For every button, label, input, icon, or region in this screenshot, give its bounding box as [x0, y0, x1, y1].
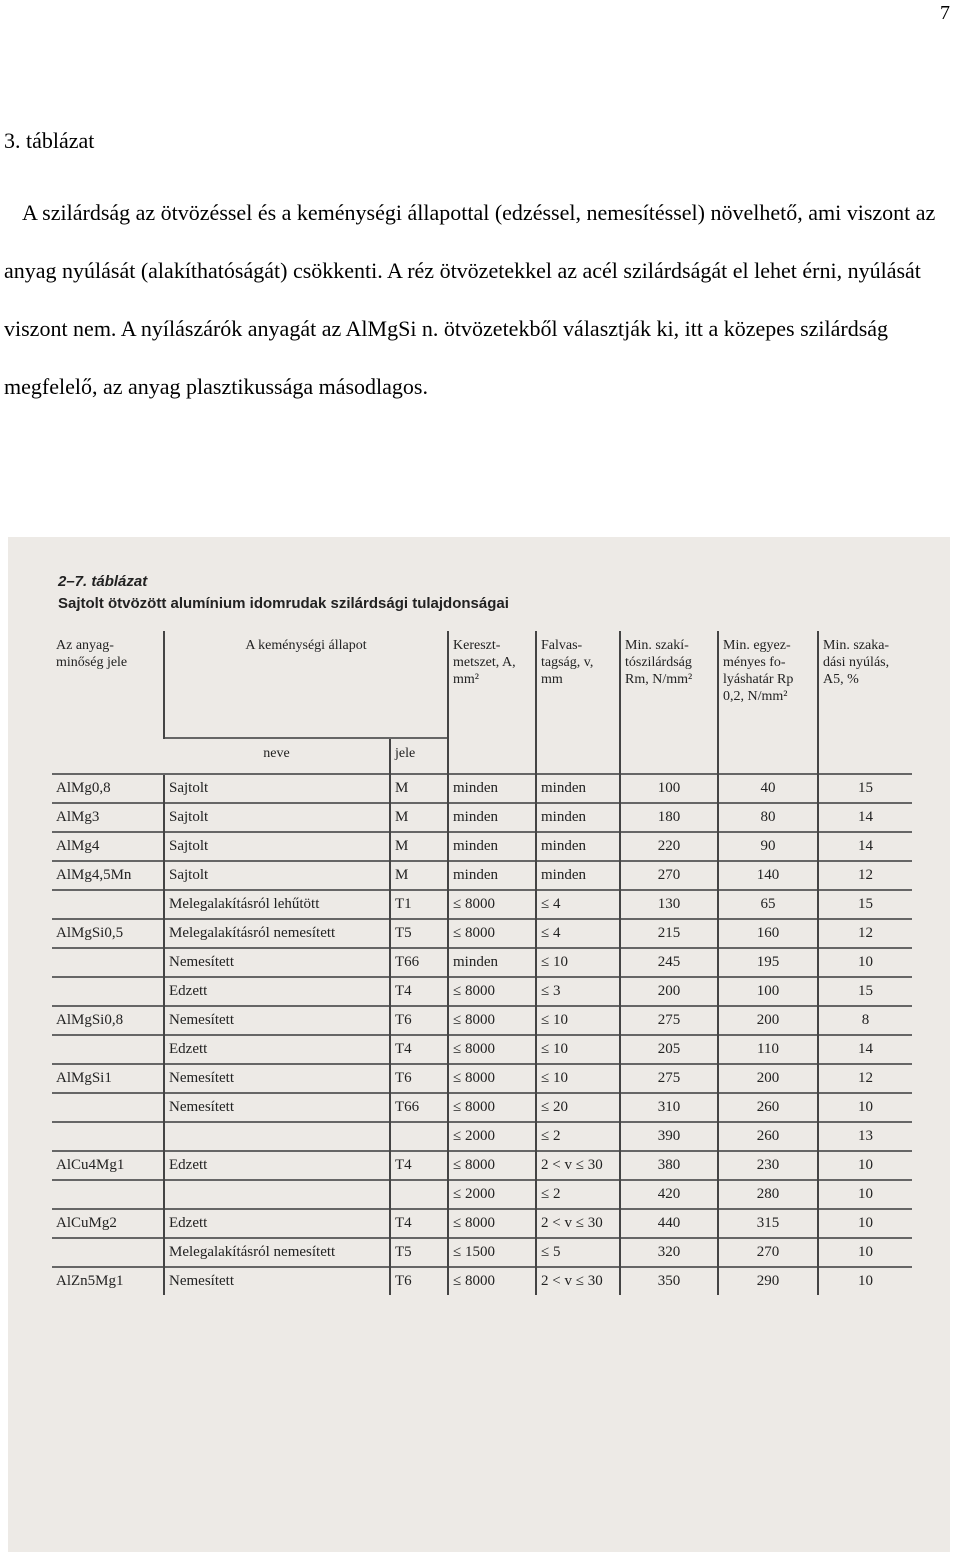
elongation-cell: 10: [818, 948, 912, 977]
wall-thickness-cell: 2 < v ≤ 30: [536, 1209, 620, 1238]
state-name-cell: Sajtolt: [164, 861, 390, 890]
tensile-strength-cell: 130: [620, 890, 718, 919]
state-name-cell: Edzett: [164, 1035, 390, 1064]
table-row: [52, 832, 912, 861]
elongation-cell: 10: [818, 1151, 912, 1180]
cross-section-cell: ≤ 8000: [448, 1267, 536, 1295]
cross-section-cell: ≤ 8000: [448, 1093, 536, 1122]
scan-caption: 2–7. táblázat: [58, 573, 148, 590]
scan-title: Sajtolt ötvözött alumínium idomrudak szilárdsági tulajdonságai: [58, 595, 509, 612]
tensile-strength-cell: 310: [620, 1093, 718, 1122]
yield-strength-cell: 260: [718, 1093, 818, 1122]
wall-thickness-cell: ≤ 10: [536, 1035, 620, 1064]
state-name-cell: Nemesített: [164, 1267, 390, 1295]
elongation-cell: 15: [818, 890, 912, 919]
wall-thickness-cell: minden: [536, 861, 620, 890]
state-name-cell: [164, 1122, 390, 1151]
state-code-cell: M: [390, 774, 448, 803]
state-code-cell: M: [390, 803, 448, 832]
tensile-strength-cell: 275: [620, 1006, 718, 1035]
yield-strength-cell: 65: [718, 890, 818, 919]
elongation-cell: 12: [818, 1064, 912, 1093]
elongation-cell: 14: [818, 803, 912, 832]
state-code-cell: T5: [390, 919, 448, 948]
state-code-cell: T4: [390, 1151, 448, 1180]
state-code-cell: [390, 1180, 448, 1209]
material-cell: AlMg0,8: [52, 774, 164, 803]
yield-strength-cell: 140: [718, 861, 818, 890]
material-cell: AlMgSi0,5: [52, 919, 164, 948]
wall-thickness-cell: ≤ 2: [536, 1180, 620, 1209]
yield-strength-cell: 315: [718, 1209, 818, 1238]
elongation-cell: 10: [818, 1180, 912, 1209]
wall-thickness-cell: ≤ 2: [536, 1122, 620, 1151]
elongation-cell: 10: [818, 1238, 912, 1267]
table-row: [52, 1006, 912, 1035]
table-row: [52, 1122, 912, 1151]
material-cell: [52, 948, 164, 977]
table-row: [52, 1035, 912, 1064]
tensile-strength-cell: 180: [620, 803, 718, 832]
state-name-cell: Sajtolt: [164, 832, 390, 861]
table-row: [52, 1151, 912, 1180]
cross-section-cell: ≤ 2000: [448, 1122, 536, 1151]
state-name-cell: Nemesített: [164, 1064, 390, 1093]
state-code-cell: T66: [390, 948, 448, 977]
state-code-cell: M: [390, 861, 448, 890]
material-cell: [52, 1093, 164, 1122]
table-row: [52, 774, 912, 803]
material-cell: [52, 1238, 164, 1267]
yield-strength-cell: 200: [718, 1064, 818, 1093]
table-row: [52, 1238, 912, 1267]
cross-section-cell: ≤ 2000: [448, 1180, 536, 1209]
state-code-cell: [390, 1122, 448, 1151]
yield-strength-cell: 260: [718, 1122, 818, 1151]
material-cell: AlMg4,5Mn: [52, 861, 164, 890]
tensile-strength-cell: 320: [620, 1238, 718, 1267]
wall-thickness-cell: ≤ 5: [536, 1238, 620, 1267]
yield-strength-cell: 100: [718, 977, 818, 1006]
material-cell: AlMgSi0,8: [52, 1006, 164, 1035]
yield-strength-cell: 270: [718, 1238, 818, 1267]
tensile-strength-cell: 270: [620, 861, 718, 890]
yield-strength-cell: 290: [718, 1267, 818, 1295]
material-cell: AlZn5Mg1: [52, 1267, 164, 1295]
state-name-cell: Nemesített: [164, 948, 390, 977]
state-code-cell: T4: [390, 977, 448, 1006]
wall-thickness-cell: ≤ 10: [536, 948, 620, 977]
section-title: 3. táblázat: [4, 128, 95, 153]
material-cell: AlMgSi1: [52, 1064, 164, 1093]
elongation-cell: 14: [818, 1035, 912, 1064]
tensile-strength-cell: 420: [620, 1180, 718, 1209]
tensile-strength-cell: 200: [620, 977, 718, 1006]
material-cell: [52, 1180, 164, 1209]
cross-section-cell: minden: [448, 803, 536, 832]
cross-section-cell: ≤ 8000: [448, 890, 536, 919]
tensile-strength-cell: 350: [620, 1267, 718, 1295]
material-cell: [52, 890, 164, 919]
elongation-cell: 8: [818, 1006, 912, 1035]
state-name-cell: Edzett: [164, 1151, 390, 1180]
wall-thickness-cell: minden: [536, 832, 620, 861]
scanned-table-image: [8, 537, 950, 1552]
wall-thickness-cell: minden: [536, 774, 620, 803]
state-code-cell: T6: [390, 1006, 448, 1035]
cross-section-cell: ≤ 1500: [448, 1238, 536, 1267]
wall-thickness-cell: ≤ 10: [536, 1006, 620, 1035]
material-cell: [52, 1035, 164, 1064]
tensile-strength-cell: 215: [620, 919, 718, 948]
table-row: [52, 919, 912, 948]
yield-strength-cell: 200: [718, 1006, 818, 1035]
yield-strength-cell: 195: [718, 948, 818, 977]
elongation-cell: 15: [818, 774, 912, 803]
elongation-cell: 10: [818, 1209, 912, 1238]
header-yield-strength: Min. egyez-ményes fo-lyáshatár Rp 0,2, N/mm²: [718, 631, 818, 774]
state-code-cell: T5: [390, 1238, 448, 1267]
tensile-strength-cell: 220: [620, 832, 718, 861]
state-name-cell: Sajtolt: [164, 803, 390, 832]
material-cell: AlCuMg2: [52, 1209, 164, 1238]
table-row: [52, 1180, 912, 1209]
tensile-strength-cell: 245: [620, 948, 718, 977]
state-name-cell: Melegalakításról nemesített: [164, 919, 390, 948]
elongation-cell: 12: [818, 919, 912, 948]
tensile-strength-cell: 440: [620, 1209, 718, 1238]
cross-section-cell: ≤ 8000: [448, 977, 536, 1006]
header-wall-thickness: Falvas-tagság, v, mm: [536, 631, 620, 774]
body-paragraph: [4, 184, 944, 416]
elongation-cell: 12: [818, 861, 912, 890]
header-elongation: Min. szaka-dási nyúlás, A5, %: [818, 631, 912, 774]
state-name-cell: Sajtolt: [164, 774, 390, 803]
wall-thickness-cell: 2 < v ≤ 30: [536, 1267, 620, 1295]
header-material: Az anyag-minőség jele: [56, 638, 128, 670]
cross-section-cell: ≤ 8000: [448, 1006, 536, 1035]
material-cell: AlMg4: [52, 832, 164, 861]
elongation-cell: 10: [818, 1267, 912, 1295]
wall-thickness-cell: 2 < v ≤ 30: [536, 1151, 620, 1180]
tensile-strength-cell: 205: [620, 1035, 718, 1064]
cross-section-cell: ≤ 8000: [448, 919, 536, 948]
material-cell: [52, 977, 164, 1006]
state-code-cell: T4: [390, 1209, 448, 1238]
state-name-cell: Nemesített: [164, 1006, 390, 1035]
table-body: [52, 774, 912, 1295]
state-code-cell: T66: [390, 1093, 448, 1122]
yield-strength-cell: 80: [718, 803, 818, 832]
table-row: [52, 977, 912, 1006]
wall-thickness-cell: ≤ 3: [536, 977, 620, 1006]
page-number: 7: [940, 2, 950, 24]
table-row: [52, 1209, 912, 1238]
elongation-cell: 15: [818, 977, 912, 1006]
properties-table: [52, 631, 912, 1295]
cross-section-cell: minden: [448, 861, 536, 890]
state-code-cell: T1: [390, 890, 448, 919]
wall-thickness-cell: ≤ 4: [536, 890, 620, 919]
state-name-cell: Nemesített: [164, 1093, 390, 1122]
wall-thickness-cell: minden: [536, 803, 620, 832]
cross-section-cell: ≤ 8000: [448, 1209, 536, 1238]
tensile-strength-cell: 100: [620, 774, 718, 803]
material-cell: [52, 1122, 164, 1151]
tensile-strength-cell: 275: [620, 1064, 718, 1093]
state-name-cell: [164, 1180, 390, 1209]
cross-section-cell: minden: [448, 948, 536, 977]
yield-strength-cell: 90: [718, 832, 818, 861]
state-code-cell: M: [390, 832, 448, 861]
tensile-strength-cell: 380: [620, 1151, 718, 1180]
header-cross-section: Kereszt-metszet, A, mm²: [448, 631, 536, 774]
table-row: [52, 1267, 912, 1295]
wall-thickness-cell: ≤ 10: [536, 1064, 620, 1093]
material-cell: AlCu4Mg1: [52, 1151, 164, 1180]
header-state-code: jele: [390, 738, 448, 774]
table-row: [52, 948, 912, 977]
cross-section-cell: ≤ 8000: [448, 1151, 536, 1180]
header-state-name: neve: [164, 738, 390, 774]
elongation-cell: 13: [818, 1122, 912, 1151]
elongation-cell: 14: [818, 832, 912, 861]
table-row: [52, 890, 912, 919]
yield-strength-cell: 40: [718, 774, 818, 803]
tensile-strength-cell: 390: [620, 1122, 718, 1151]
header-state: A keménységi állapot: [164, 631, 448, 738]
material-cell: AlMg3: [52, 803, 164, 832]
cross-section-cell: minden: [448, 774, 536, 803]
wall-thickness-cell: ≤ 20: [536, 1093, 620, 1122]
yield-strength-cell: 110: [718, 1035, 818, 1064]
header-tensile-strength: Min. szakí-tószilárdság Rm, N/mm²: [620, 631, 718, 774]
paragraph-text: A szilárdság az ötvözéssel és a keménységi állapottal (edzéssel, nemesítéssel) növelhető, ami viszont az anyag nyúlását (alakíthatóságát) csökkenti. A réz ötvözetekkel az acél szilárdságát el lehet érni, nyúlását viszont nem. A nyílászárók anyagát az AlMgSi n. ötvözetekből választják ki, itt a közepes szilárdság megfelelő, az anyag plasztikussága másodlagos.: [4, 200, 936, 399]
yield-strength-cell: 160: [718, 919, 818, 948]
elongation-cell: 10: [818, 1093, 912, 1122]
wall-thickness-cell: ≤ 4: [536, 919, 620, 948]
state-name-cell: Edzett: [164, 977, 390, 1006]
cross-section-cell: ≤ 8000: [448, 1035, 536, 1064]
state-name-cell: Melegalakításról nemesített: [164, 1238, 390, 1267]
table-row: [52, 861, 912, 890]
table-row: [52, 1093, 912, 1122]
yield-strength-cell: 280: [718, 1180, 818, 1209]
table-row: [52, 803, 912, 832]
state-code-cell: T6: [390, 1267, 448, 1295]
cross-section-cell: minden: [448, 832, 536, 861]
yield-strength-cell: 230: [718, 1151, 818, 1180]
state-code-cell: T4: [390, 1035, 448, 1064]
table-row: [52, 1064, 912, 1093]
state-code-cell: T6: [390, 1064, 448, 1093]
cross-section-cell: ≤ 8000: [448, 1064, 536, 1093]
state-name-cell: Edzett: [164, 1209, 390, 1238]
state-name-cell: Melegalakításról lehűtött: [164, 890, 390, 919]
